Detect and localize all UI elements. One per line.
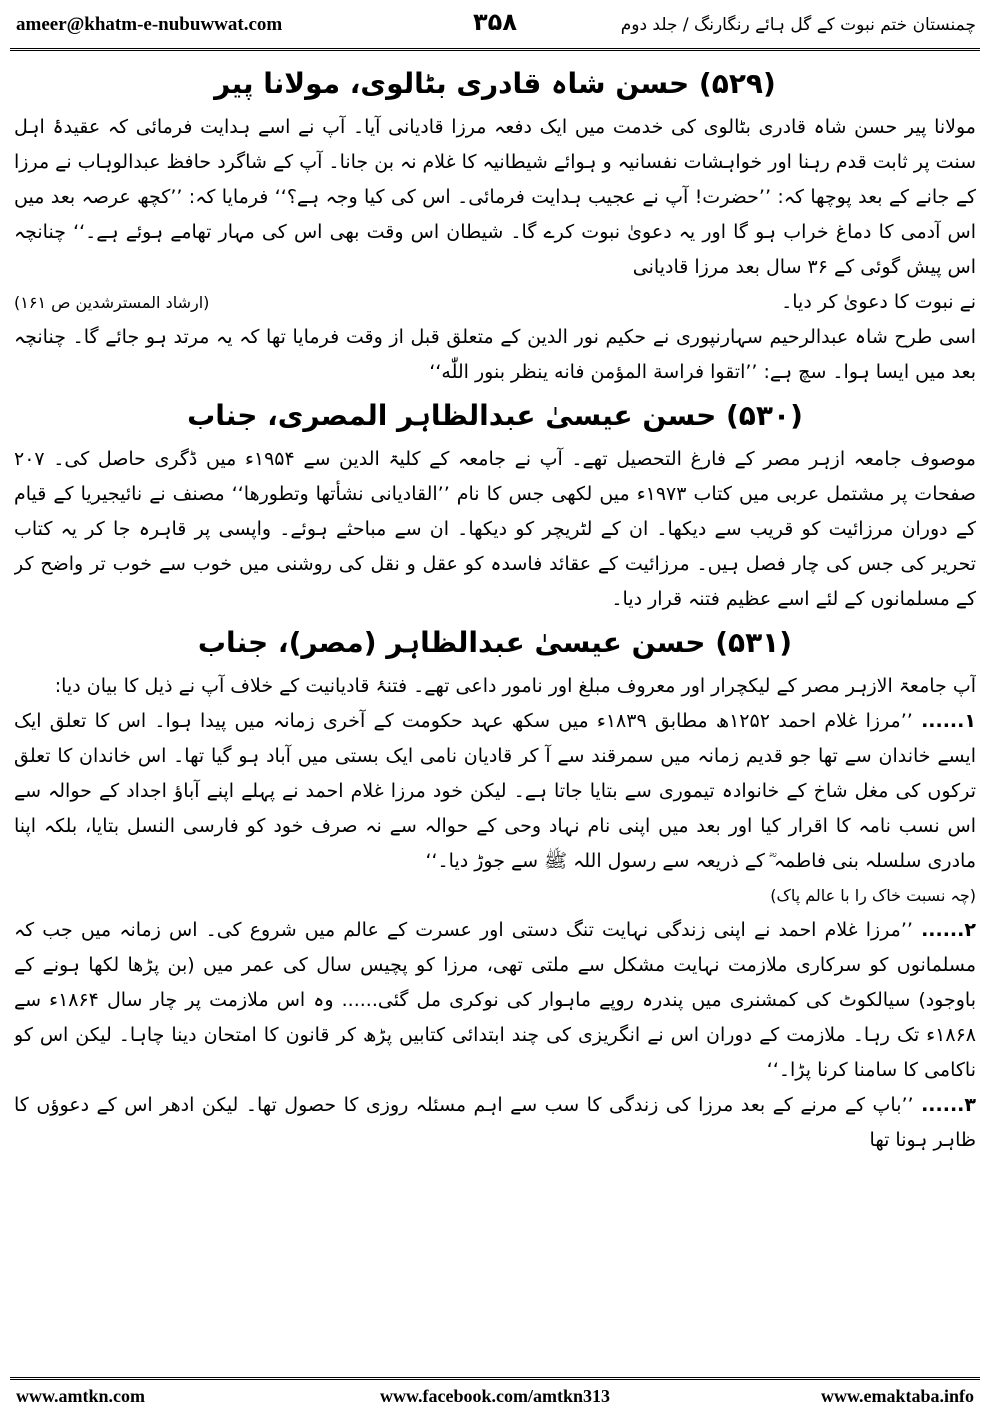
footer-facebook-link[interactable]: www.facebook.com/amtkn313 (380, 1386, 610, 1406)
section-529-reference: (ارشاد المسترشدین ص ۱۶۱) (14, 293, 210, 312)
item-number: ۲...... (921, 919, 976, 941)
numbered-item (14, 704, 976, 879)
section-530-paragraph: موصوف جامعہ ازہر مصر کے فارغ التحصیل تھے۔ آپ نے جامعہ کے کلیۃ الدین سے ۱۹۵۴ء میں ڈگری حاصل کی۔ ۲۰۷ صفحات پر مشتمل عربی میں کتاب ۱۹۷۳ء میں لکھی جس کا نام ’’القادیانی نشأتها وتطورها‘‘ مصنف نے نائیجیریا کے قیام کے دوران مرزائیت کو قریب سے دیکھا۔ ان کے لٹریچر کو دیکھا۔ ان سے مباحثے ہوئے۔ واپسی پر قاہرہ جا کر یہ کتاب تحریر کی جس کی چار فصل ہیں۔ مرزائیت کے عقائد فاسدہ کو عقل و نقل کی روشنی میں خوب سے خوب تر واضح کر کے مسلمانوں کے لئے اسے عظیم فتنہ قرار دیا۔ (14, 448, 976, 610)
item-number: ۱...... (921, 710, 976, 732)
item-text: ’’مرزا غلام احمد نے اپنی زندگی نہایت تنگ دستی اور عسرت کے عالم میں شروع کی۔ اس زمانہ میں جب کہ مسلمانوں کو سرکاری ملازمت نہایت مشکل سے ملتی تھی، مرزا کو پچیس سال کی عمر میں (بن پڑھا لکھا ہونے کے باوجود) سیالکوٹ کی کمشنری میں پندرہ روپے ماہوار کی نوکری مل گئی...... وہ اس ملازمت پر چار سال ۱۸۶۴ء سے ۱۸۶۸ء تک رہا۔ ملازمت کے دوران اس نے انگریزی کی چند ابتدائی کتابیں پڑھ کر قانون کا امتحان دینا چاہا۔ لیکن اس کو ناکامی کا سامنا کرنا پڑا۔‘‘ (14, 919, 976, 1081)
footer-website-amtkn[interactable]: www.amtkn.com (16, 1386, 145, 1406)
section-529-paragraph-end: نے نبوت کا دعویٰ کر دیا۔ (781, 291, 976, 313)
numbered-item (14, 913, 976, 1088)
section-529-heading: (۵۲۹) حسن شاہ قادری بٹالوی، مولانا پیر (214, 67, 776, 100)
numbered-item (14, 1088, 976, 1158)
section-529-ref-line (14, 285, 976, 320)
book-title: چمنستان ختم نبوت کے گل ہائے رنگارنگ / جلد دوم (620, 15, 976, 35)
item-number: ۳...... (921, 1094, 976, 1116)
page-header (10, 6, 980, 51)
item-citation: (چہ نسبت خاک را با عالم پاک) (770, 886, 976, 905)
page-footer (10, 1377, 980, 1416)
item-text: ’’باپ کے مرنے کے بعد مرزا کی زندگی کا سب سے اہم مسئلہ روزی کا حصول تھا۔ لیکن ادھر اس کے دعوؤں کا ظاہر ہونا تھا (14, 1094, 976, 1151)
page-number: ۳۵۸ (473, 8, 517, 36)
section-531-heading: (۵۳۱) حسن عیسیٰ عبدالظاہر (مصر)، جناب (197, 626, 793, 659)
footer-website-emaktaba[interactable]: www.emaktaba.info (820, 1386, 974, 1406)
header-email: ameer@khatm-e-nubuwwat.com (16, 14, 283, 35)
item-text: ’’مرزا غلام احمد ۱۲۵۲ھ مطابق ۱۸۳۹ء میں سکھ عہد حکومت کے آخری زمانہ میں پیدا ہوا۔ اس کا تعلق ایک ایسے خاندان سے تھا جو قدیم زمانہ میں سمرقند سے آ کر قادیان نامی ایک بستی میں آباد ہو گیا تھا۔ اس خاندان کا تعلق ترکوں کی مغل شاخ کے خانوادہ تیموری سے بتایا جاتا ہے۔ لیکن خود مرزا غلام احمد نے پہلے اپنے آباؤ اجداد کے حوالہ سے اس نسب نامہ کا اقرار کیا اور بعد میں اپنی نام نہاد وحی کے حوالہ سے نہ صرف خود کو فارسی النسل بتایا، بلکہ اپنا مادری سلسلہ بنی فاطمہ ؓ کے ذریعہ سے رسول اللہ ﷺ سے جوڑ دیا۔‘‘ (14, 710, 976, 872)
page-content (14, 58, 976, 1370)
section-530-heading: (۵۳۰) حسن عیسیٰ عبدالظاہر المصری، جناب (187, 399, 803, 432)
section-529-paragraph-2: اسی طرح شاہ عبدالرحیم سہارنپوری نے حکیم نور الدین کے متعلق قبل از وقت فرمایا تھا کہ یہ مرتد ہو جائے گا۔ چنانچہ بعد میں ایسا ہوا۔ سچ ہے: ’’اتقوا فراسة المؤمن فانه ینظر بنور اللّٰه‘‘ (14, 326, 976, 383)
section-529-paragraph: مولانا پیر حسن شاہ قادری بٹالوی کی خدمت میں ایک دفعہ مرزا قادیانی آیا۔ آپ نے اسے ہدایت فرمائی کہ عقیدۂ اہل سنت پر ثابت قدم رہنا اور خواہشات نفسانیہ و ہوائے شیطانیہ کا غلام نہ بن جانا۔ آپ کے شاگرد حافظ عبدالوہاب نے مرزا کے جانے کے بعد پوچھا کہ: ’’حضرت! آپ نے عجیب ہدایت فرمائی۔ اس کی کیا وجہ ہے؟‘‘ فرمایا کہ: ’’کچھ عرصہ بعد میں اس آدمی کا دماغ خراب ہو گا اور یہ دعویٰ نبوت کرے گا۔ شیطان اس وقت بھی اس کی مہار تھامے ہوئے ہے۔‘‘ چنانچہ اس پیش گوئی کے ۳۶ سال بعد مرزا قادیانی (14, 116, 976, 278)
section-531-intro: آپ جامعۃ الازہر مصر کے لیکچرار اور معروف مبلغ اور نامور داعی تھے۔ فتنۂ قادیانیت کے خلاف آپ نے ذیل کا بیان دیا: (54, 675, 976, 697)
